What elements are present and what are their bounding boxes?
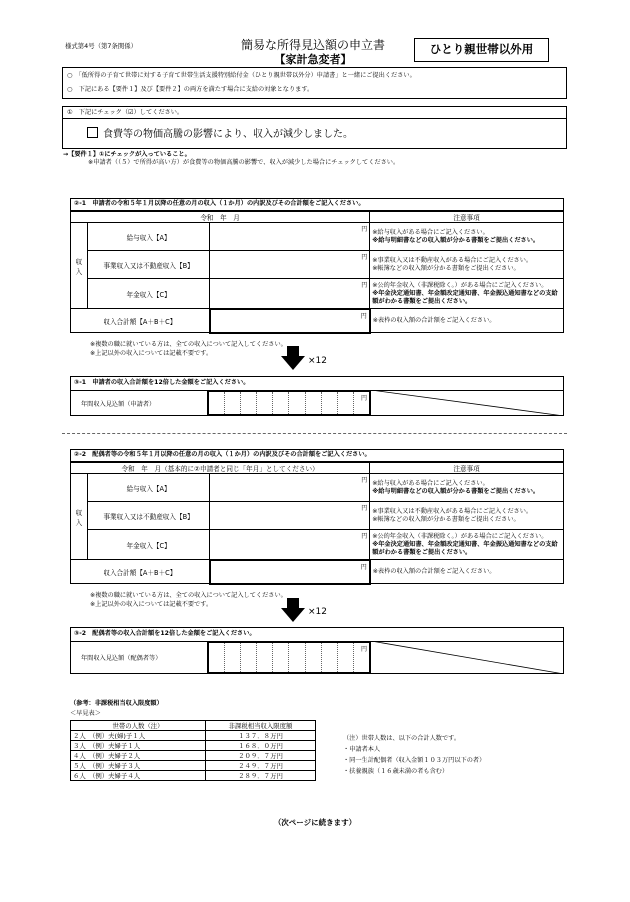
spouse-pension-amount-input[interactable] (210, 530, 370, 560)
pension-amount-input[interactable] (210, 279, 370, 309)
table-row: ２０９．７万円 (206, 751, 316, 761)
intro-line-2: ○ 下記にある【要件１】及び【要件２】の両方を満たす場合に支給の対象となります。 (67, 86, 314, 93)
intro-box (62, 67, 567, 99)
spouse-salary-note-2: ※給与明細書などの収入額が分かる書類をご提出ください。 (372, 487, 540, 495)
yen-unit: 円 (361, 254, 368, 261)
footnote-item: ・同一生計配偶者（収入金額１０３万円以下の者） (343, 757, 486, 764)
page-subtitle: 【家計急変者】 (274, 53, 352, 66)
table-row: ３人 （例）夫婦子１人 (71, 741, 206, 751)
spouse-total-label: 収入合計額【A＋B＋C】 (71, 560, 210, 584)
salary-note-1: ※給与収入がある場合にご記入ください。 (372, 228, 489, 236)
business-note-1: ※事業収入又は不動産収入がある場合にご記入ください。 (372, 256, 533, 264)
spouse-pension-note-2: ※年金決定通知書、年金額改定通知書、年金振込通知書などの支給額がわかる書類をご提出ください。 (372, 540, 558, 556)
spouse-total-amount-input[interactable] (210, 560, 370, 584)
down-arrow-icon (281, 346, 305, 370)
spouse-period-cell[interactable] (71, 463, 370, 474)
spouse-annual-income-input[interactable] (207, 641, 371, 674)
spouse-pension-note-1: ※公的年金収入（非課税除く。）がある場合にご記入ください。 (372, 532, 548, 540)
other-income-note: ※上記以外の収入については記載不要です。 (90, 350, 213, 357)
reference-subtitle: ＜早見表＞ (70, 710, 101, 717)
footnote-item: ・申請者本人 (343, 746, 381, 753)
household-size-header: 世帯の人数（注） (71, 721, 206, 731)
total-note: ※表枠の収入額の合計額をご記入ください。 (370, 309, 564, 333)
requirement-1-sub-note: ※申請者（（５）で所得が高い方）が食費等の物価高騰の影響で、収入が減少した場合にチェックしてください。 (88, 159, 400, 166)
spouse-business-note-2: ※帳簿などの収入額が分かる書類をご提出ください。 (372, 515, 520, 523)
pension-note-1: ※公的年金収入（非課税除く。）がある場合にご記入ください。 (372, 281, 548, 289)
spouse-period-label: 令和 年 月（基本的に②申請者と同じ「年月」としてください） (121, 465, 319, 473)
annual-income-input[interactable] (207, 390, 371, 416)
applicant-income-table (70, 211, 564, 334)
table-row: ２８９．７万円 (206, 771, 316, 781)
table-row: ５人 （例）夫婦子３人 (71, 761, 206, 771)
reference-title: （参考：非課税相当収入限度額） (70, 700, 163, 707)
business-label: 事業収入又は不動産収入【B】 (87, 251, 209, 279)
diagonal-line (371, 390, 564, 416)
annual-income-label: 年間収入見込額（申請者） (81, 401, 156, 408)
spouse-other-income-note: ※上記以外の収入については記載不要です。 (90, 601, 213, 608)
yen-unit: 円 (361, 477, 368, 484)
spouse-income-side-label: 収入 (71, 474, 88, 560)
pension-note-2: ※年金決定通知書、年金額改定通知書、年金振込通知書などの支給額がわかる書類をご提出ください。 (372, 289, 558, 305)
table-row: ６人 （例）夫婦子４人 (71, 771, 206, 781)
income-limit-header: 非課税相当収入限度額 (206, 721, 316, 731)
table-row: ２人 （例）夫(婦)子１人 (71, 731, 206, 741)
table-row: １３７．８万円 (206, 731, 316, 741)
requirement-1-note: →【要件１】①にチェックが入っていること。 (63, 151, 191, 158)
section-divider (62, 433, 567, 434)
spouse-business-amount-input[interactable] (210, 502, 370, 530)
household-type-badge: ひとり親世帯以外用 (414, 38, 549, 62)
price-rise-checkbox[interactable] (87, 127, 98, 138)
intro-line-1: ○ 「低所得の子育て世帯に対する子育て世帯生活支援特別給付金（ひとり親世帯以外分）申請書」と一緒にご提出ください。 (67, 72, 416, 79)
salary-amount-input[interactable] (210, 223, 370, 251)
section-1-instruction: ① 下記にチェック（☑）してください。 (67, 109, 184, 116)
spouse-business-note-1: ※事業収入又は不動産収入がある場合にご記入ください。 (372, 507, 533, 515)
tax-exempt-limit-table (70, 720, 316, 781)
spouse-total-note: ※表枠の収入額の合計額をご記入ください。 (370, 560, 564, 584)
spouse-income-table (70, 462, 564, 585)
down-arrow-icon (281, 598, 305, 622)
section-2-2-heading (70, 449, 564, 462)
spouse-notes-header: 注意事項 (370, 463, 564, 474)
continued-note: （次ページに続きます） (273, 818, 357, 827)
salary-note-2: ※給与明細書などの収入額が分かる書類をご提出ください。 (372, 236, 540, 244)
page-title: 簡易な所得見込額の申立書 (240, 38, 385, 52)
spouse-multiple-jobs-note: ※複数の職に就いている方は、全ての収入について記入してください。 (90, 592, 287, 599)
table-row: ２４９．７万円 (206, 761, 316, 771)
section-1-box (62, 106, 567, 149)
total-label: 収入合計額【A＋B＋C】 (71, 309, 210, 333)
yen-unit: 円 (361, 505, 368, 512)
spouse-multiplier-label: ×12 (308, 607, 327, 617)
section-2-1-heading (70, 198, 564, 211)
multiple-jobs-note: ※複数の職に就いている方は、全ての収入について記入してください。 (90, 341, 287, 348)
spouse-salary-label: 給与収入【A】 (87, 474, 209, 502)
checkbox-label: 食費等の物価高騰の影響により、収入が減少しました。 (103, 129, 353, 140)
footnote-item: ・扶養親族（１６歳未満の者も含む） (343, 768, 449, 775)
period-label: 令和 年 月 (200, 214, 240, 222)
section-3-2-heading: ③-2 配偶者等の収入合計額を12倍した金額をご記入ください。 (74, 630, 256, 637)
spouse-annual-income-label: 年間収入見込額（配偶者等） (81, 655, 162, 662)
business-note-2: ※帳簿などの収入額が分かる書類をご提出ください。 (372, 264, 520, 272)
income-side-label: 収入 (71, 223, 88, 309)
yen-unit: 円 (360, 563, 367, 571)
form-number: 様式第4号（第7条関係） (65, 42, 138, 50)
yen-unit: 円 (361, 226, 368, 233)
spouse-salary-amount-input[interactable] (210, 474, 370, 502)
multiplier-label: ×12 (308, 356, 327, 366)
total-amount-input[interactable] (210, 309, 370, 333)
business-amount-input[interactable] (210, 251, 370, 279)
spouse-pension-label: 年金収入【C】 (87, 530, 209, 560)
section-2-1-heading-text: ②-1 申請者の令和５年１月以降の任意の月の収入（１か月）の内訳及びその合計額をご記入ください。 (74, 200, 365, 207)
footnote-title: （注）世帯人数は、以下の合計人数です。 (343, 735, 461, 742)
spouse-salary-note-1: ※給与収入がある場合にご記入ください。 (372, 479, 489, 487)
pension-label: 年金収入【C】 (87, 279, 209, 309)
diagonal-line (371, 641, 564, 674)
spouse-business-label: 事業収入又は不動産収入【B】 (87, 502, 209, 530)
section-3-2-box (70, 627, 564, 674)
yen-unit: 円 (360, 312, 367, 320)
notes-header: 注意事項 (370, 212, 564, 223)
yen-unit: 円 (360, 395, 367, 402)
table-row: ４人 （例）夫婦子２人 (71, 751, 206, 761)
yen-unit: 円 (361, 533, 368, 540)
table-row: １６８．０万円 (206, 741, 316, 751)
salary-label: 給与収入【A】 (87, 223, 209, 251)
yen-unit: 円 (360, 646, 367, 653)
section-3-1-heading: ③-1 申請者の収入合計額を12倍した金額をご記入ください。 (74, 379, 250, 386)
period-cell[interactable] (71, 212, 370, 223)
section-3-1-box (70, 376, 564, 416)
section-2-2-heading-text: ②-2 配偶者等の令和５年１月以降の任意の月の収入（１か月）の内訳及びその合計額をご記入ください。 (74, 451, 371, 458)
yen-unit: 円 (361, 282, 368, 289)
